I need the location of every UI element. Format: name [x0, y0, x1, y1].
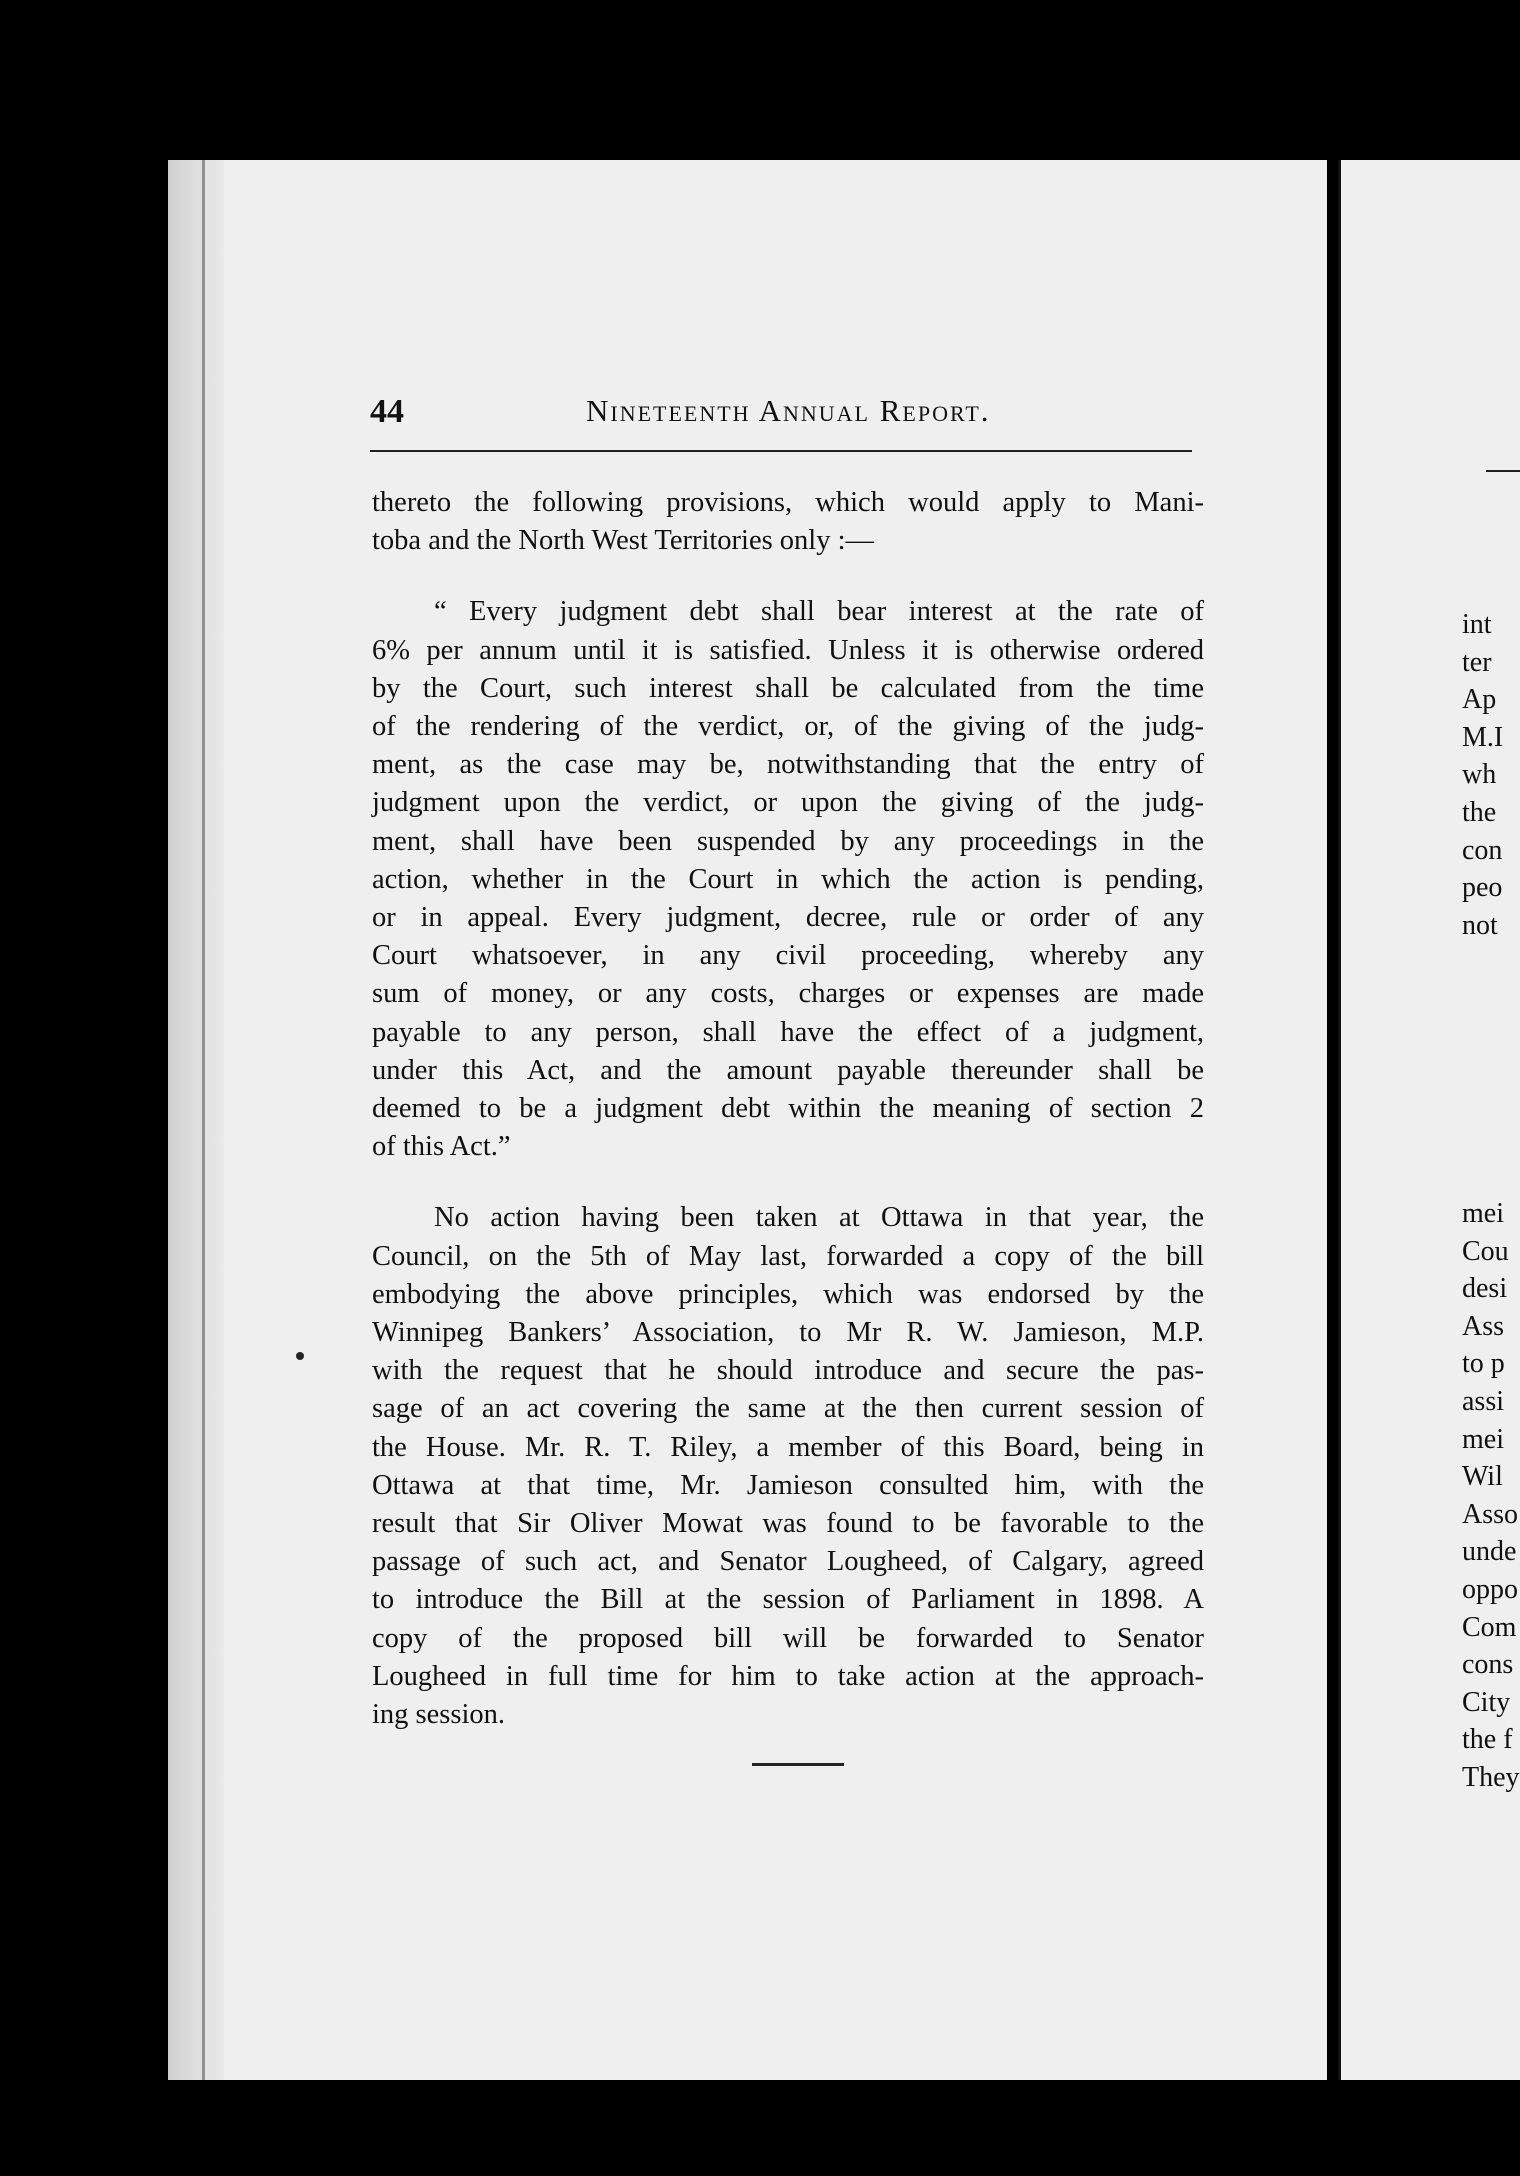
quote-line: of the rendering of the verdict, or, of the giving of the judg-: [372, 711, 1204, 743]
facing-fragment: desi: [1462, 1273, 1508, 1305]
quote-line: sum of money, or any costs, charges or expenses are made: [372, 978, 1204, 1010]
facing-fragment: Com: [1462, 1611, 1517, 1643]
quote-line: ment, as the case may be, notwithstanding that the entry of: [372, 749, 1204, 781]
facing-fragment: They: [1462, 1761, 1520, 1793]
facing-fragment: not: [1462, 909, 1498, 941]
paragraph-line: No action having been taken at Ottawa in that year, the: [434, 1202, 1204, 1234]
quote-line: action, whether in the Court in which the action is pending,: [372, 863, 1204, 895]
facing-fragment: peo: [1462, 872, 1503, 904]
paragraph-line: Winnipeg Bankers’ Association, to Mr R. W. Jamieson, M.P.: [372, 1317, 1204, 1349]
quote-line: under this Act, and the amount payable thereunder shall be: [372, 1054, 1204, 1086]
paragraph-line: Lougheed in full time for him to take action at the approach-: [372, 1660, 1204, 1692]
facing-fragment: City: [1462, 1686, 1511, 1718]
paragraph-line: to introduce the Bill at the session of Parliament in 1898. A: [372, 1584, 1204, 1616]
intro-line: toba and the North West Territories only :—: [372, 525, 875, 557]
facing-fragment: the f: [1462, 1724, 1513, 1756]
margin-mark: [296, 1352, 304, 1360]
page-number: 44: [370, 393, 404, 430]
facing-fragment: ter: [1462, 646, 1492, 678]
facing-fragment: the: [1462, 796, 1497, 828]
report-title: Nineteenth Annual Report.: [586, 393, 991, 428]
quote-line: judgment upon the verdict, or upon the giving of the judg-: [372, 787, 1204, 819]
quote-line: payable to any person, shall have the effect of a judgment,: [372, 1016, 1204, 1048]
paragraph-gap: [372, 1166, 1204, 1199]
paragraph-line: embodying the above principles, which was endorsed by the: [372, 1278, 1204, 1310]
facing-fragment: int: [1462, 609, 1492, 640]
facing-page-lower-text: [1462, 1195, 1520, 1797]
gutter-line: [202, 160, 205, 2080]
facing-fragment: Ass: [1462, 1310, 1505, 1342]
facing-fragment: Cou: [1462, 1235, 1509, 1267]
facing-page-upper-text: [1462, 606, 1520, 944]
paragraph-line: with the request that he should introduce and secure the pas-: [372, 1355, 1204, 1387]
paragraph-line: sage of an act covering the same at the then current session of: [372, 1393, 1204, 1425]
paragraph-line: result that Sir Oliver Mowat was found to be favorable to the: [372, 1508, 1204, 1540]
facing-fragment: mei: [1462, 1198, 1504, 1229]
facing-fragment: Ap: [1462, 684, 1497, 716]
page-binding-edge: [168, 160, 224, 2080]
page-body: [372, 484, 1204, 1734]
quote-line: or in appeal. Every judgment, decree, rule or order of any: [372, 902, 1204, 934]
quote-line: “ Every judgment debt shall bear interest at the rate of: [434, 596, 1204, 628]
paragraph-line: ing session.: [372, 1699, 506, 1731]
paragraph-line: Council, on the 5th of May last, forwarded a copy of the bill: [372, 1240, 1204, 1272]
facing-fragment: assi: [1462, 1385, 1504, 1417]
facing-fragment: wh: [1462, 759, 1497, 791]
quote-line: Court whatsoever, in any civil proceeding, whereby any: [372, 940, 1204, 972]
facing-fragment: Asso: [1462, 1498, 1519, 1530]
facing-fragment: Wil: [1462, 1461, 1503, 1493]
quote-line: deemed to be a judgment debt within the meaning of section 2: [372, 1093, 1204, 1125]
quote-line: by the Court, such interest shall be calculated from the time: [372, 672, 1204, 704]
paragraph-line: the House. Mr. R. T. Riley, a member of this Board, being in: [372, 1431, 1204, 1463]
facing-fragment: unde: [1462, 1536, 1517, 1568]
running-header: [370, 393, 1190, 445]
facing-page-rule: [1486, 470, 1520, 472]
facing-fragment: M.I: [1462, 721, 1504, 753]
quote-line: of this Act.”: [372, 1131, 511, 1163]
facing-fragment: to p: [1462, 1348, 1505, 1380]
paragraph-gap: [372, 560, 1204, 593]
quote-line: 6% per annum until it is satisfied. Unless it is otherwise ordered: [372, 634, 1204, 666]
facing-fragment: con: [1462, 834, 1503, 866]
intro-line: thereto the following provisions, which would apply to Mani-: [372, 487, 1204, 518]
paragraph-line: copy of the proposed bill will be forwarded to Senator: [372, 1622, 1204, 1654]
paragraph-line: Ottawa at that time, Mr. Jamieson consulted him, with the: [372, 1469, 1204, 1501]
section-end-rule: [752, 1763, 844, 1766]
quote-line: ment, shall have been suspended by any proceedings in the: [372, 825, 1204, 857]
header-rule: [370, 450, 1192, 452]
facing-fragment: mei: [1462, 1423, 1504, 1455]
facing-fragment: oppo: [1462, 1573, 1518, 1605]
facing-fragment: cons: [1462, 1649, 1514, 1681]
paragraph-line: passage of such act, and Senator Lougheed, of Calgary, agreed: [372, 1546, 1204, 1578]
